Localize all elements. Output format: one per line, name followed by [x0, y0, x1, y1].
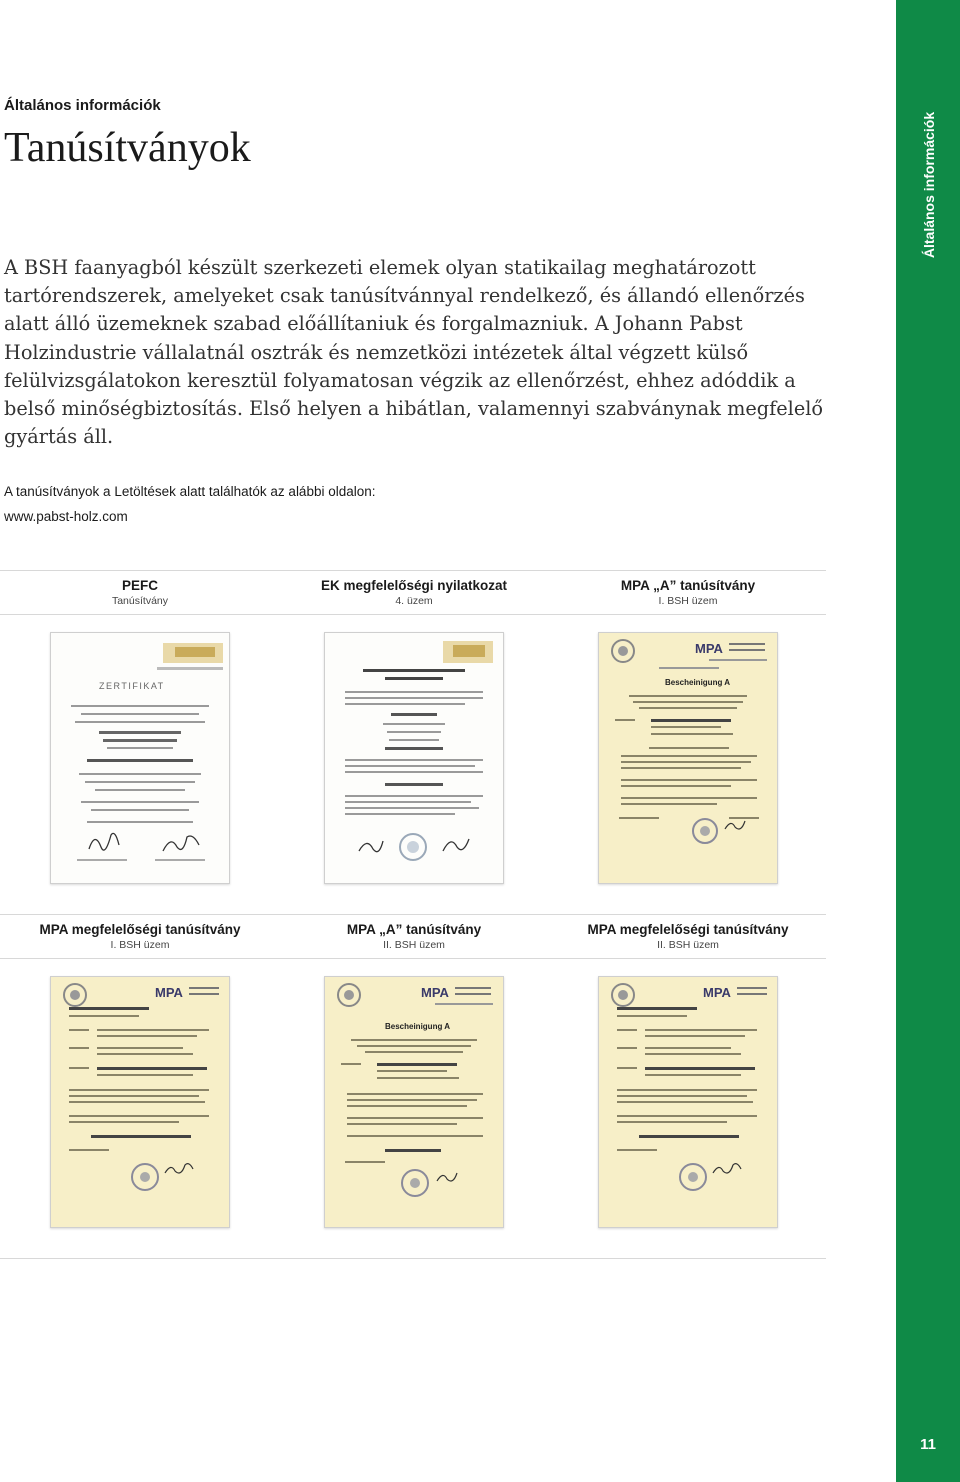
mpa-logo: MPA: [155, 985, 183, 1000]
thumb-heading: Bescheinigung A: [385, 1022, 451, 1031]
mpa-logo: MPA: [695, 641, 723, 656]
cert-title: PEFC: [121, 578, 158, 593]
certificate-image: [51, 977, 229, 1227]
cert-title: MPA „A” tanúsítvány: [346, 922, 482, 937]
cert-title: EK megfelelőségi nyilatkozat: [320, 578, 508, 593]
certificate-thumbnail-ek[interactable]: [324, 632, 504, 884]
cert-subtitle: Tanúsítvány: [111, 595, 169, 607]
cert-caption-ek: [276, 578, 552, 607]
cert-title: MPA megfelelőségi tanúsítvány: [587, 922, 789, 937]
certificate-image: [325, 633, 503, 883]
cert-title: MPA „A” tanúsítvány: [620, 578, 756, 593]
cert-subtitle: 4. üzem: [395, 595, 433, 607]
certificate-thumbnail-mpa-a-2[interactable]: [324, 976, 504, 1228]
cert-caption-mpa-a-2: [276, 922, 552, 951]
side-tab: [896, 0, 960, 1482]
divider: [0, 958, 826, 959]
cert-caption-mpa-a-1: [550, 578, 826, 607]
cert-subtitle: II. BSH üzem: [657, 939, 719, 951]
page-number: 11: [920, 1436, 936, 1453]
cert-caption-mpa-conf-2: [550, 922, 826, 951]
certificate-thumbnail-pefc[interactable]: [50, 632, 230, 884]
cert-title: MPA megfelelőségi tanúsítvány: [39, 922, 241, 937]
cert-caption-pefc: [2, 578, 278, 607]
section-label: Általános információk: [4, 97, 161, 114]
cert-caption-mpa-conf-1: [2, 922, 278, 951]
thumb-heading: ZERTIFIKAT: [99, 681, 165, 691]
side-tab-label: Általános információk: [921, 111, 937, 259]
cert-subtitle: II. BSH üzem: [383, 939, 445, 951]
cert-subtitle: I. BSH üzem: [658, 595, 718, 607]
download-link[interactable]: www.pabst-holz.com: [4, 509, 128, 524]
mpa-logo: MPA: [703, 985, 731, 1000]
thumb-heading: Bescheinigung A: [665, 678, 731, 687]
certificate-image: [599, 977, 777, 1227]
divider: [0, 570, 826, 571]
certificate-thumbnail-mpa-a-1[interactable]: [598, 632, 778, 884]
intro-paragraph: A BSH faanyagból készült szerkezeti elemek olyan statikailag meghatározott tartórendszerek, amelyeket csak tanúsítvánnyal rendelkező, és állandó ellenőrzés alatt álló üzemeknek szabad előállítaniuk és forgalmazniuk. A Johann Pabst Holzindustrie vállalatnál osztrák és nemzetközi intézetek által végzett külső felülvizsgálatokon keresztül folyamatosan végzik az ellenőrzést, ehhez adóddik a belső minőségbiztosítás. Első helyen a hibátlan, valamennyi szabványnak megfelelő gyártás áll.: [4, 256, 824, 449]
certificate-thumbnail-mpa-conf-2[interactable]: [598, 976, 778, 1228]
certificate-image: [325, 977, 503, 1227]
download-note: A tanúsítványok a Letöltések alatt találhatók az alábbi oldalon:: [4, 484, 376, 499]
page-title: Tanúsítványok: [4, 125, 251, 171]
divider: [0, 1258, 826, 1259]
divider: [0, 614, 826, 615]
cert-subtitle: I. BSH üzem: [110, 939, 170, 951]
mpa-logo: MPA: [421, 985, 449, 1000]
certificate-thumbnail-mpa-conf-1[interactable]: [50, 976, 230, 1228]
divider: [0, 914, 826, 915]
certificate-image: [599, 633, 777, 883]
certificate-image: [51, 633, 229, 883]
